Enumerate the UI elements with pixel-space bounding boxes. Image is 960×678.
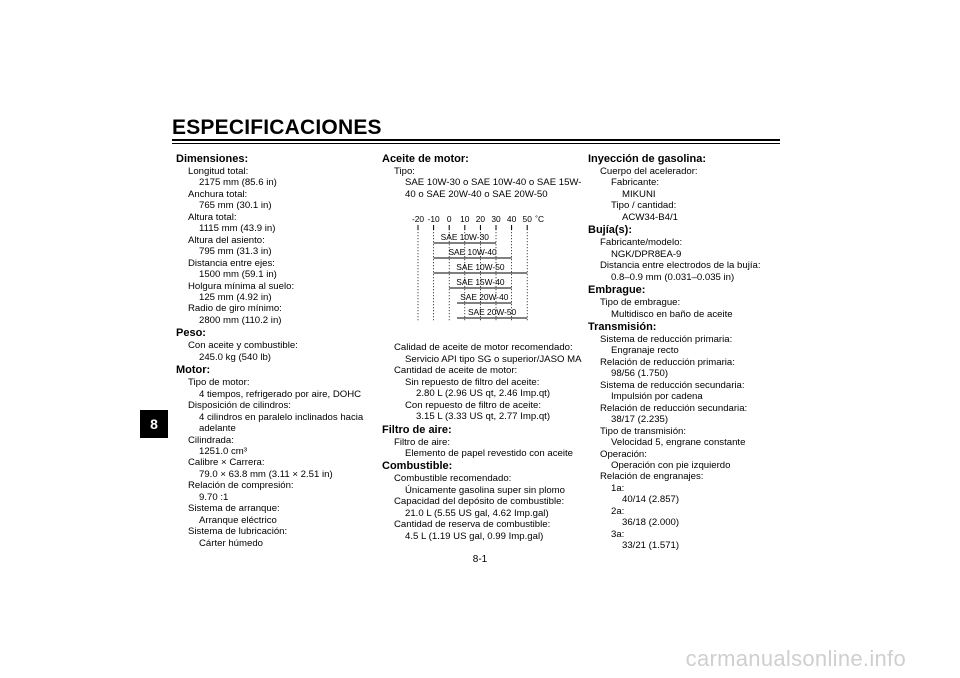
- oil-grade-label: SAE 10W-30: [440, 232, 489, 242]
- spec-line: Cárter húmedo: [199, 537, 263, 549]
- spec-line: 2800 mm (110.2 in): [199, 314, 282, 326]
- spec-line: 795 mm (31.3 in): [199, 246, 272, 258]
- spec-line: 0.8–0.9 mm (0.031–0.035 in): [611, 271, 735, 283]
- spec-line: Combustible recomendado:: [394, 473, 512, 485]
- spec-line: Tipo de motor:: [188, 377, 250, 389]
- spec-line: 21.0 L (5.55 US gal, 4.62 Imp.gal): [405, 507, 549, 519]
- spec-line: Disposición de cilindros:: [188, 400, 291, 412]
- spec-line: Distancia entre ejes:: [188, 257, 275, 269]
- spec-line: 1115 mm (43.9 in): [199, 223, 276, 235]
- spec-line: adelante: [199, 423, 236, 435]
- spec-line: Longitud total:: [188, 166, 249, 177]
- spec-line: Calidad de aceite de motor recomendado:: [394, 342, 573, 354]
- temp-tick-label: 40: [506, 214, 517, 224]
- spec-line: Fabricante/modelo:: [600, 237, 683, 249]
- section-heading: Embrague:: [588, 284, 646, 297]
- section-heading: Bujía(s):: [588, 224, 632, 237]
- temp-tick-label: 0: [446, 214, 452, 224]
- spec-line: Distancia entre electrodos de la bujía:: [600, 260, 761, 272]
- spec-line: Únicamente gasolina super sin plomo: [405, 484, 565, 496]
- watermark: carmanualsonline.info: [685, 646, 906, 671]
- spec-line: Cantidad de aceite de motor:: [394, 365, 518, 377]
- temp-tick-label: -20: [411, 214, 425, 224]
- spec-line: 765 mm (30.1 in): [199, 200, 272, 212]
- spec-line: 79.0 × 63.8 mm (3.11 × 2.51 in): [199, 468, 333, 480]
- temp-tick-label: 10: [460, 214, 470, 224]
- temp-tick-label: 30: [491, 214, 501, 224]
- spec-line: 3.15 L (3.33 US qt, 2.77 Imp.qt): [416, 411, 551, 423]
- spec-line: Calibre × Carrera:: [188, 457, 265, 469]
- chapter-tab: 8: [140, 410, 168, 438]
- section-heading: Dimensiones:: [176, 153, 249, 165]
- spec-line: 1a:: [611, 482, 625, 494]
- spec-line: 40/14 (2.857): [622, 494, 680, 506]
- spec-line: Relación de engranajes:: [600, 471, 704, 483]
- spec-line: Servicio API tipo SG o superior/JASO MA: [405, 353, 582, 365]
- section-heading: Motor:: [176, 364, 211, 377]
- spec-line: Holgura mínima al suelo:: [188, 280, 295, 292]
- spec-line: Con repuesto de filtro de aceite:: [405, 399, 541, 411]
- spec-line: Relación de reducción primaria:: [600, 356, 735, 368]
- spec-line: 38/17 (2.235): [611, 414, 669, 426]
- spec-line: SAE 10W-30 o SAE 10W-40 o SAE 15W-: [405, 177, 582, 189]
- spec-line: Filtro de aire:: [394, 436, 450, 448]
- temp-unit: ˚C: [535, 214, 545, 224]
- section-heading: Transmisión:: [588, 320, 657, 333]
- spec-line: 36/18 (2.000): [622, 517, 680, 529]
- spec-line: 4 cilindros en paralelo inclinados hacia: [199, 411, 364, 423]
- section-heading: Combustible:: [382, 460, 453, 473]
- spec-line: Multidisco en baño de aceite: [611, 308, 733, 320]
- page-number: 8-1: [472, 554, 488, 565]
- spec-line: Impulsión por cadena: [611, 391, 703, 403]
- title-rule-thin: [172, 143, 780, 144]
- section-heading: Filtro de aire:: [382, 423, 452, 436]
- spec-line: 2.80 L (2.96 US qt, 2.46 Imp.qt): [416, 388, 551, 400]
- spec-line: 125 mm (4.92 in): [199, 291, 272, 303]
- spec-line: Relación de reducción secundaria:: [600, 402, 748, 414]
- spec-line: 2a:: [611, 505, 625, 517]
- spec-line: 4.5 L (1.19 US gal, 0.99 Imp.gal): [405, 530, 544, 542]
- spec-line: Tipo de transmisión:: [600, 425, 687, 437]
- spec-line: Cantidad de reserva de combustible:: [394, 519, 551, 531]
- temp-tick-label: 50: [522, 214, 532, 224]
- spec-line: NGK/DPR8EA-9: [611, 248, 682, 260]
- spec-line: Operación:: [600, 448, 647, 460]
- title-rule: [172, 139, 780, 141]
- spec-line: ACW34-B4/1: [622, 211, 678, 223]
- spec-line: 1500 mm (59.1 in): [199, 269, 277, 281]
- temp-tick-label: 20: [475, 214, 486, 224]
- temp-tick-label: -10: [427, 214, 440, 224]
- spec-line: 40 o SAE 20W-40 o SAE 20W-50: [405, 188, 548, 200]
- spec-line: Sistema de reducción primaria:: [600, 333, 733, 345]
- engine-oil-type: [382, 153, 582, 200]
- spec-line: Cuerpo del acelerador:: [600, 166, 698, 177]
- section-heading: Inyección de gasolina:: [588, 153, 706, 165]
- spec-line: 245.0 kg (540 lb): [199, 351, 271, 363]
- spec-line: Relación de compresión:: [188, 480, 294, 492]
- spec-line: 3a:: [611, 528, 625, 540]
- page-title: ESPECIFICACIONES: [172, 116, 382, 139]
- section-heading: Aceite de motor:: [382, 153, 469, 165]
- spec-line: 4 tiempos, refrigerado por aire, DOHC: [199, 388, 362, 400]
- spec-line: 9.70 :1: [199, 491, 229, 503]
- column-3: [588, 152, 788, 552]
- oil-viscosity-chart: [400, 210, 560, 324]
- spec-line: Fabricante:: [611, 177, 659, 189]
- spec-line: Anchura total:: [188, 188, 248, 200]
- spec-line: Sin repuesto de filtro del aceite:: [405, 376, 540, 388]
- spec-line: Sistema de arranque:: [188, 503, 280, 515]
- spec-line: Tipo de embrague:: [600, 297, 681, 309]
- spec-line: Altura total:: [188, 211, 237, 223]
- oil-grade-label: SAE 15W-40: [456, 277, 505, 287]
- spec-line: Engranaje recto: [611, 345, 679, 357]
- spec-line: 1251.0 cm³: [199, 445, 247, 457]
- oil-grade-label: SAE 10W-50: [456, 262, 505, 272]
- spec-line: Elemento de papel revestido con aceite: [405, 447, 573, 459]
- column-1: [176, 152, 376, 549]
- oil-grade-label: SAE 20W-40: [460, 292, 509, 302]
- spec-line: Tipo:: [394, 166, 415, 177]
- spec-line: Sistema de lubricación:: [188, 526, 288, 538]
- spec-line: Velocidad 5, engrane constante: [611, 437, 746, 449]
- spec-line: Capacidad del depósito de combustible:: [394, 496, 565, 508]
- section-heading: Peso:: [176, 327, 206, 340]
- spec-line: Tipo / cantidad:: [611, 200, 677, 212]
- spec-line: Cilindrada:: [188, 434, 234, 446]
- column-2-specs: [382, 342, 582, 542]
- spec-line: Radio de giro mínimo:: [188, 303, 282, 315]
- spec-line: 33/21 (1.571): [622, 540, 680, 552]
- spec-line: Altura del asiento:: [188, 234, 265, 246]
- spec-line: 98/56 (1.750): [611, 368, 669, 380]
- spec-line: Con aceite y combustible:: [188, 340, 298, 352]
- spec-line: Arranque eléctrico: [199, 514, 277, 526]
- oil-grade-label: SAE 20W-50: [467, 307, 517, 317]
- spec-line: Operación con pie izquierdo: [611, 459, 731, 471]
- spec-line: 2175 mm (85.6 in): [199, 177, 277, 189]
- oil-grade-label: SAE 10W-40: [448, 247, 497, 257]
- spec-line: MIKUNI: [622, 188, 656, 200]
- spec-line: Sistema de reducción secundaria:: [600, 379, 745, 391]
